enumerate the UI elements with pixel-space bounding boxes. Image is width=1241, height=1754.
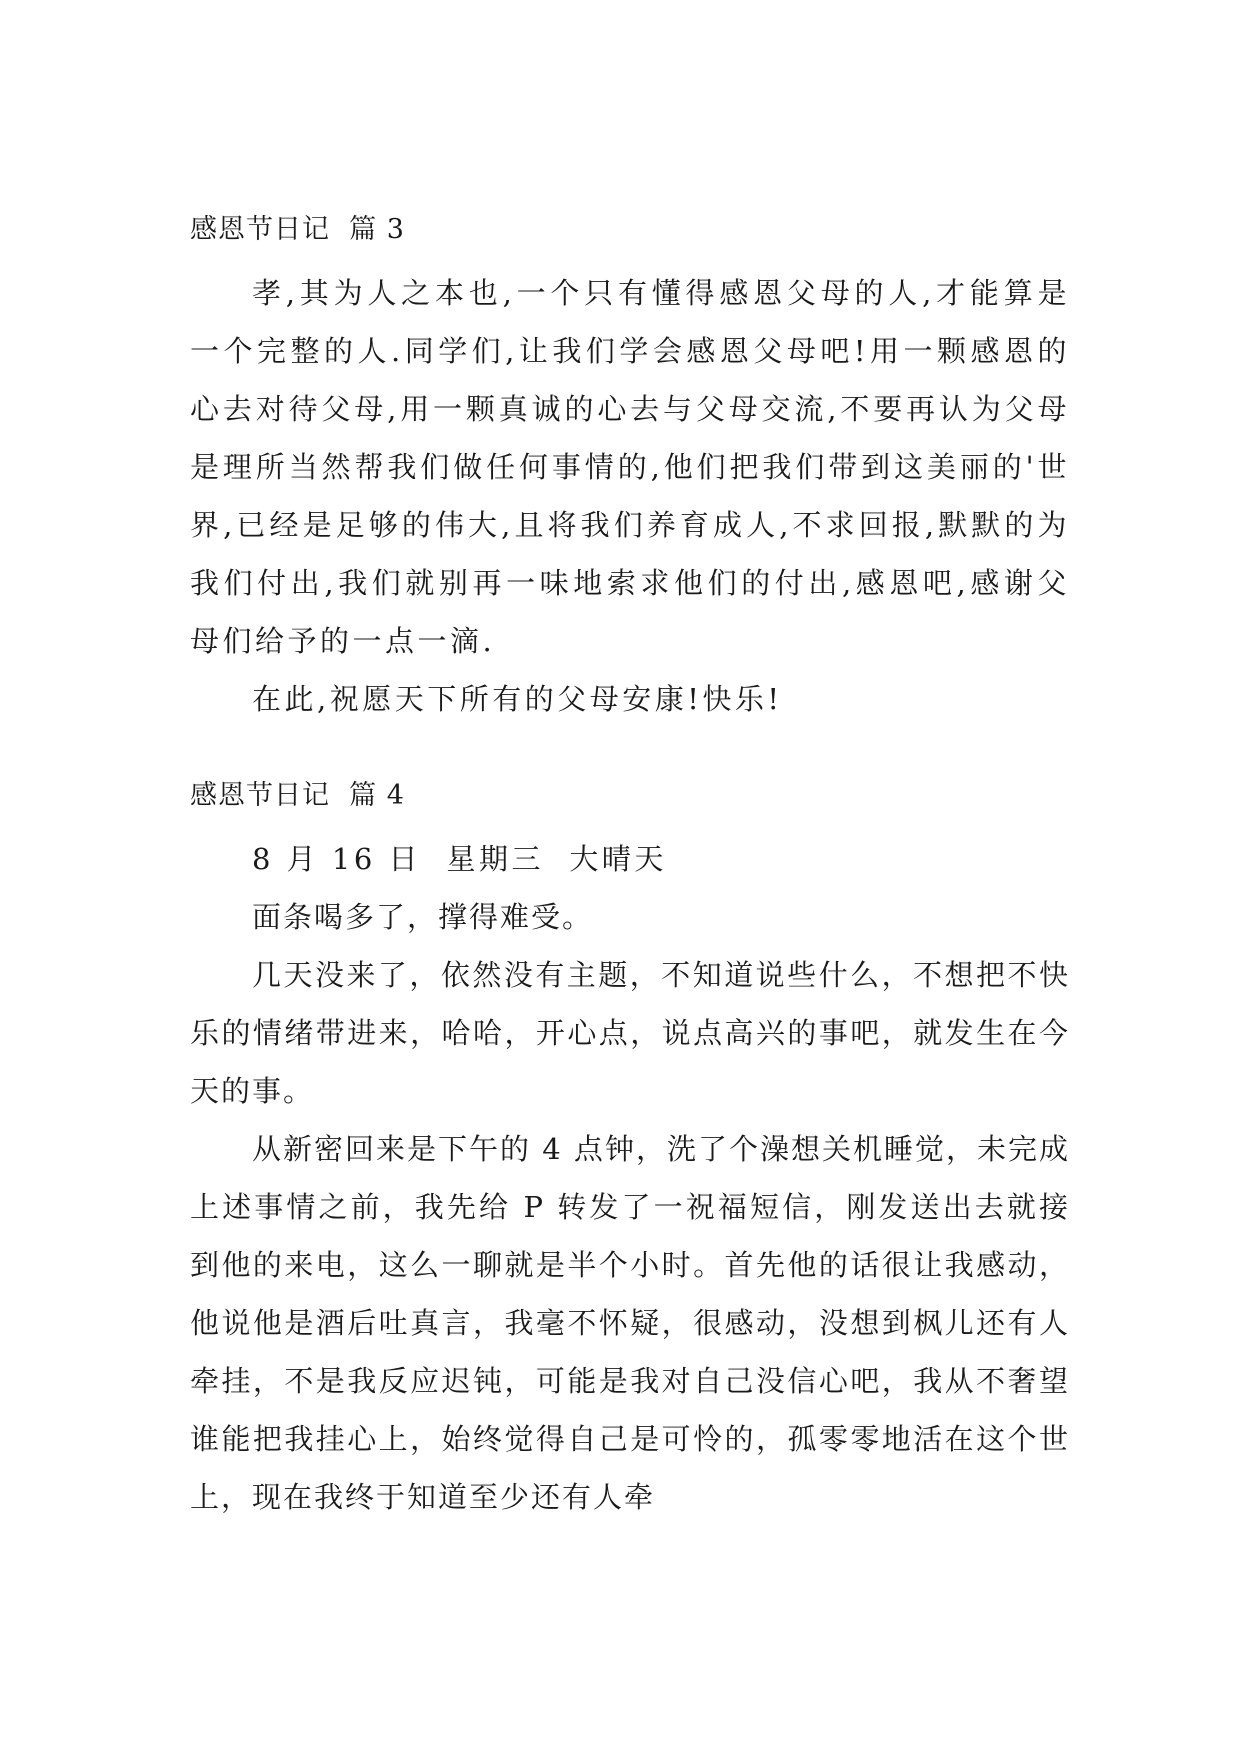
entry-heading: 感恩节日记 篇 4 — [190, 780, 405, 811]
diary-entry-4 — [190, 776, 1070, 1526]
entry-paragraph: 几天没来了，依然没有主题，不知道说些什么，不想把不快乐的情绪带进来，哈哈，开心点，说点高兴的事吧，就发生在今天的事。 — [190, 958, 1070, 1108]
entry-paragraph: 在此,祝愿天下所有的父母安康!快乐! — [252, 682, 783, 716]
entry-paragraph: 面条喝多了，撑得难受。 — [252, 900, 594, 934]
entry-paragraph: 孝,其为人之本也,一个只有懂得感恩父母的人,才能算是一个完整的人.同学们,让我们学会感恩父母吧!用一颗感恩的心去对待父母,用一颗真诚的心去与父母交流,不要再认为父母是理所当然帮我们做任何事情的,他们把我们带到这美丽的'世界,已经是足够的伟大,且将我们养育成人,不求回报,默默的为我们付出,我们就别再一味地索求他们的付出,感恩吧,感谢父母们给予的一点一滴. — [190, 276, 1070, 658]
document-page — [190, 210, 1070, 1526]
entry-heading: 感恩节日记 篇 3 — [190, 214, 405, 245]
entry-date-line: 8 月 16 日 星期三 大晴天 — [252, 842, 667, 876]
diary-entry-3 — [190, 210, 1070, 728]
entry-paragraph: 从新密回来是下午的 4 点钟，洗了个澡想关机睡觉，未完成上述事情之前，我先给 P 转发了一祝福短信，刚发送出去就接到他的来电，这么一聊就是半个小时。首先他的话很让我感动，他说他是酒后吐真言，我毫不怀疑，很感动，没想到枫儿还有人牵挂，不是我反应迟钝，可能是我对自己没信心吧，我从不奢望谁能把我挂心上，始终觉得自己是可怜的，孤零零地活在这个世上，现在我终于知道至少还有人牵 — [190, 1132, 1070, 1514]
